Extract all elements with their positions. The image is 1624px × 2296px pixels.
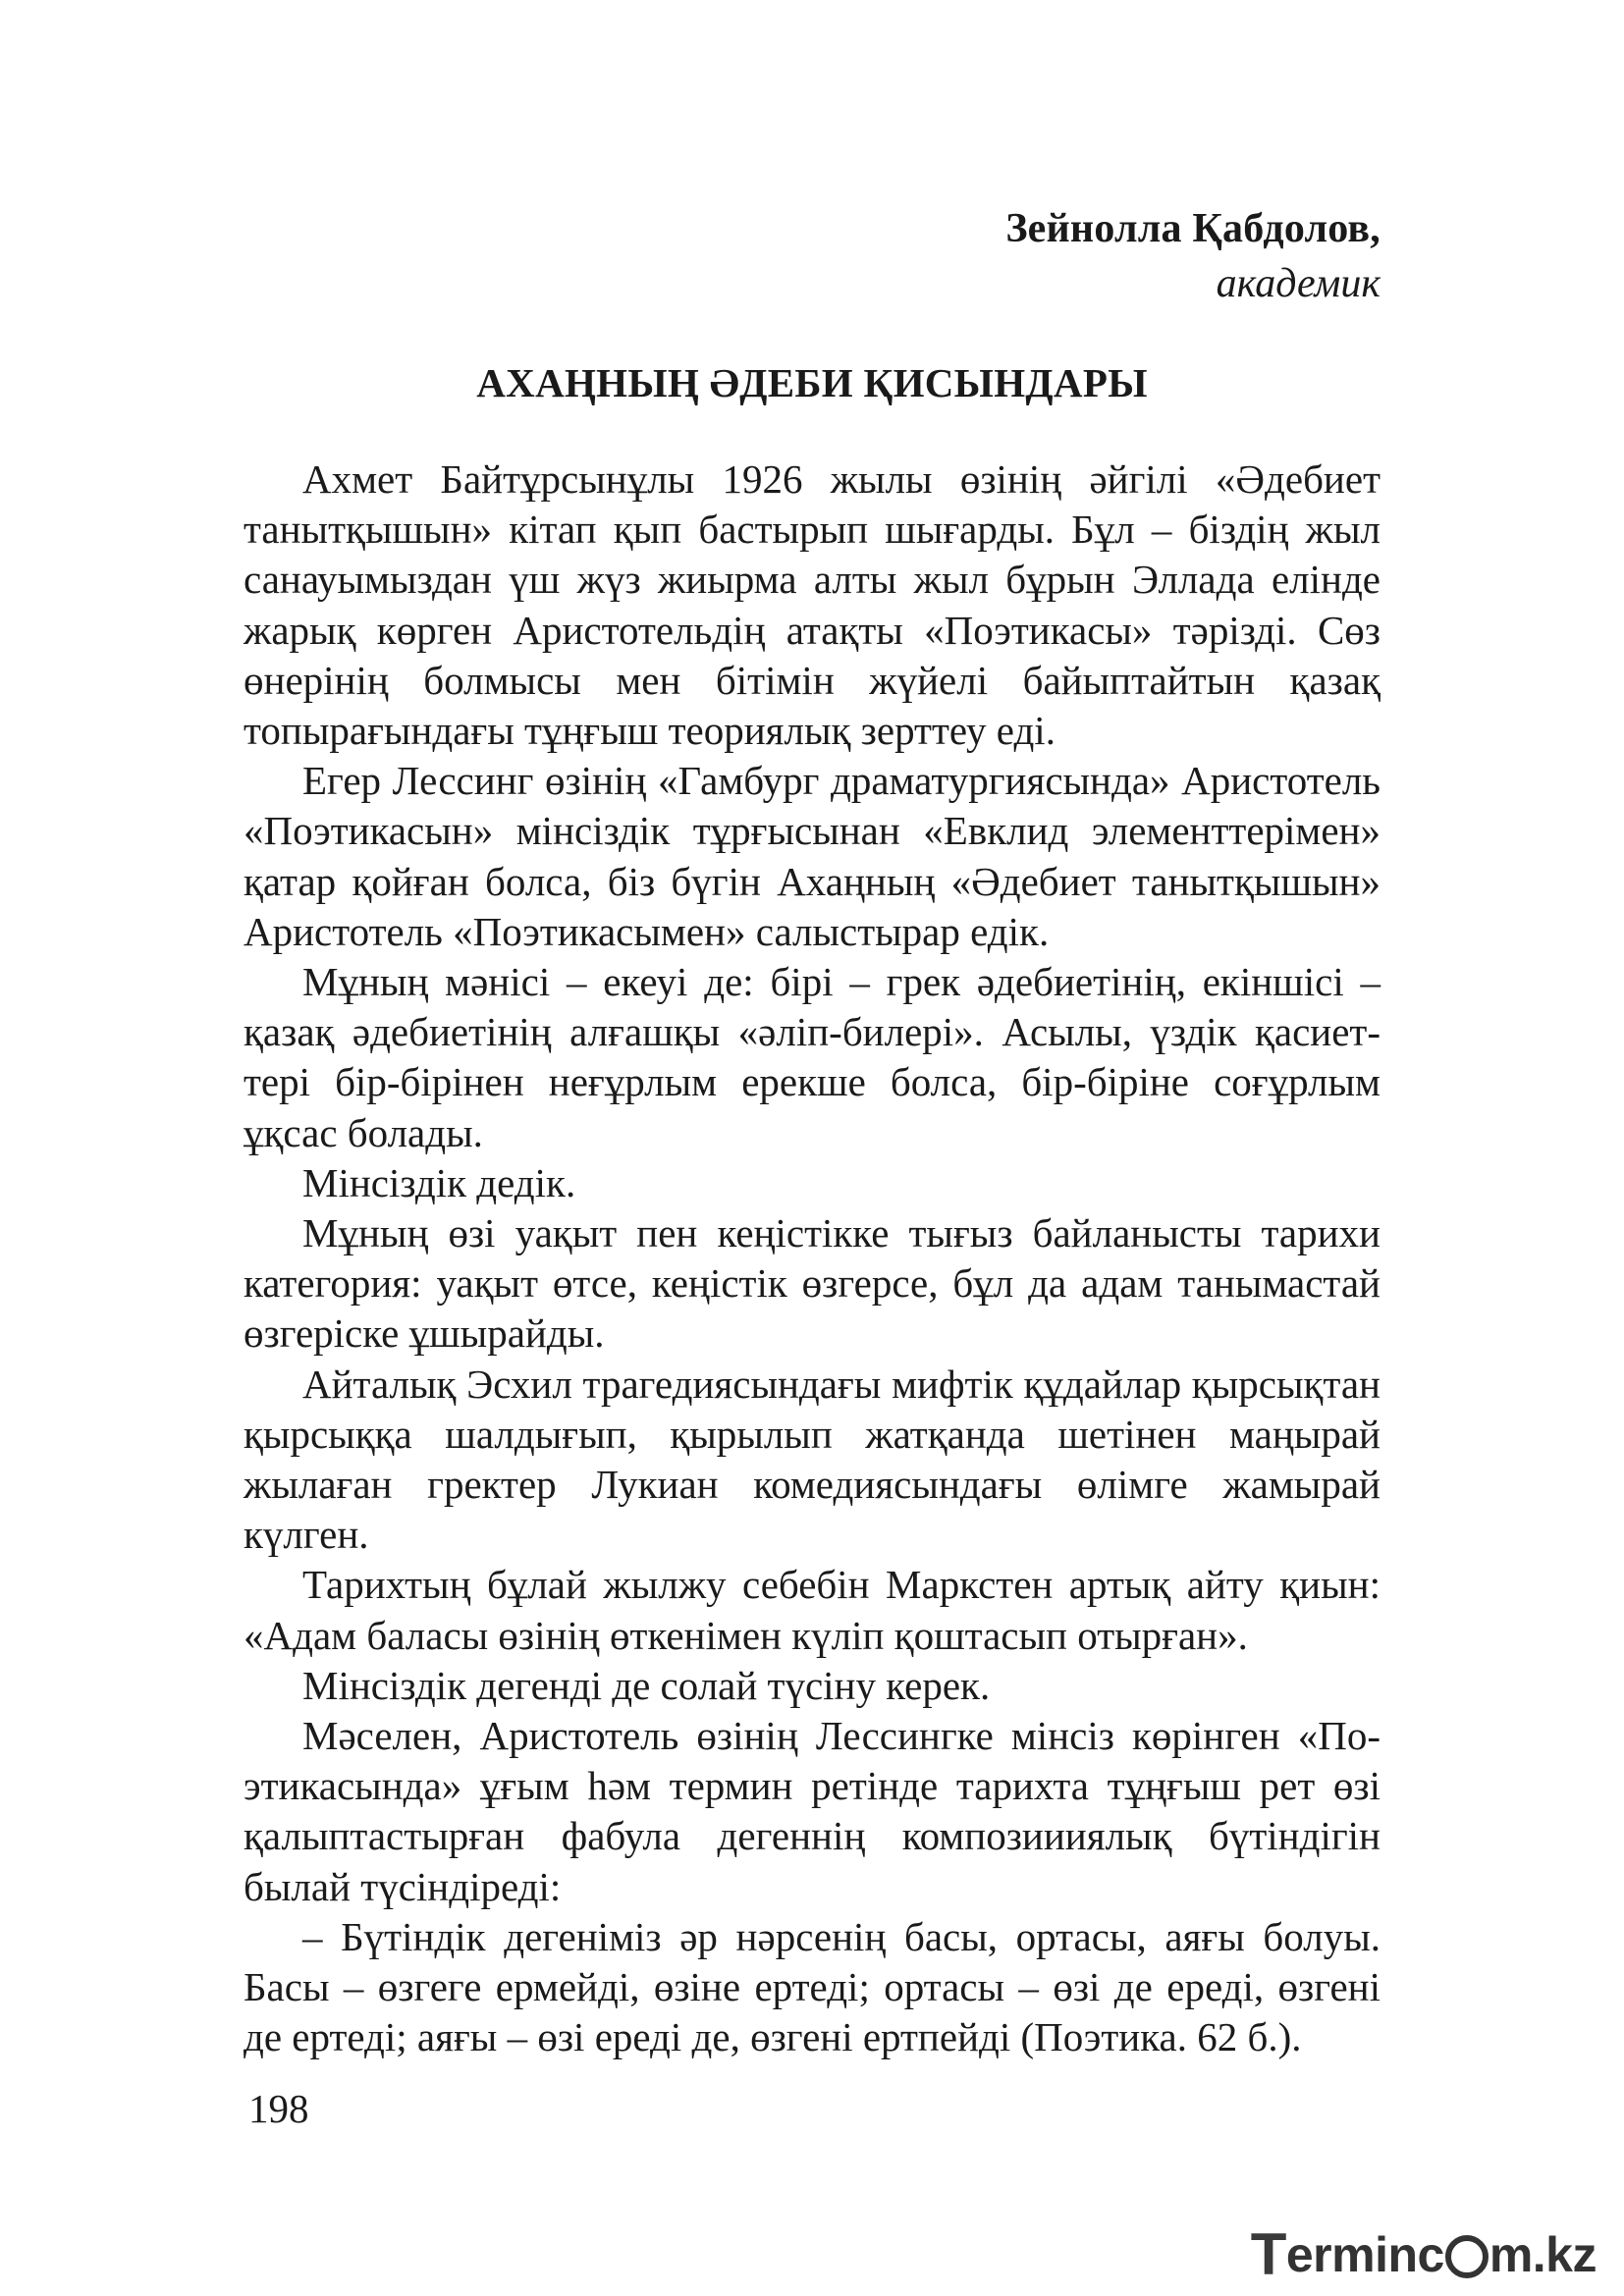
article-body <box>244 454 1380 2063</box>
paragraph: Мәселен, Аристотель өзінің Лессингке мінсіз көрінген «Поэтикасында» ұғым һәм термин ретінде тарихта тұңғыш рет өзі қалыптастырған фабула дегеннің композиииялық бүтіндігін былай түсіндіреді: <box>244 1713 1380 1909</box>
page-number: 198 <box>248 2086 309 2131</box>
article-title: АХАҢНЫҢ ӘДЕБИ ҚИСЫНДАРЫ <box>476 360 1148 405</box>
author-name: Зейнолла Қабдолов, <box>1005 206 1380 251</box>
paragraph: Мінсіздік дедік. <box>302 1159 576 1205</box>
paragraph: – Бүтіндік дегеніміз әр нәрсенің басы, ортасы, аяғы болуы. Басы – өзгеге ермейді, өзіне ертеді; ортасы – өзі де ереді, өзгені де ертеді; аяғы – өзі ереді де, өзгені ертпейді (Поэтика. 62 б.). <box>244 1913 1380 2060</box>
paragraph: Мұның мәнісі – екеуі де: бірі – грек әдебиетінің, екіншісі – қазақ әдебиетінің алғашқы «әліп-билері». Асылы, үздік қасиеттері бір-бірінен неғұрлым ерекше болса, бір-біріне соғұрлым ұқсас болады. <box>244 959 1380 1155</box>
paragraph: Мұның өзі уақыт пен кеңістікке тығыз байланысты тарихи категория: уақыт өтсе, кеңістік өзгерсе, бұл да адам танымастай өзгеріске ұшырайды. <box>244 1210 1380 1357</box>
author-block <box>1005 201 1380 311</box>
watermark-prefix: T <box>1250 2221 1286 2287</box>
magnifier-icon <box>1445 2235 1489 2278</box>
paragraph: Ахмет Байтұрсынұлы 1926 жылы өзінің әйгілі «Әдебиет танытқышын» кітап қып бастырып шығарды. Бұл – біздің жыл санауымыздан үш жүз жиырма алты жыл бұрын Эллада елінде жарық көрген Аристотельдің атақты «Поэтикасы» тәрізді. Сөз өнерінің болмысы мен бітімін жүйелі байыптайтын қазақ топырағындағы тұңғыш теориялық зерттеу еді. <box>244 456 1380 754</box>
paragraph: Тарихтың бұлай жылжу себебін Маркстен артық айту қиын: «Адам баласы өзінің өткенімен күліп қоштасып отырған». <box>244 1562 1380 1658</box>
watermark-middle: erminc <box>1285 2226 1444 2282</box>
paragraph: Егер Лессинг өзінің «Гамбург драматургиясында» Аристотель «Поэтикасын» мінсіздік тұрғысынан «Евклид элементтерімен» қатар қойған болса, біз бүгін Ахаңның «Әдебиет танытқышын» Аристотель «Поэтикасымен» салыстырар едік. <box>244 758 1380 954</box>
watermark-suffix: m.kz <box>1489 2226 1597 2282</box>
paragraph: Мінсіздік дегенді де солай түсіну керек. <box>302 1662 991 1708</box>
site-watermark <box>1251 2220 1597 2288</box>
paragraph: Айталық Эсхил трагедиясындағы мифтік құдайлар қырсықтан қырсыққа шалдығып, қырылып жатқанда шетінен маңырай жылаған гректер Лукиан комедиясындағы өлімге жамырай күлген. <box>244 1361 1380 1558</box>
author-role: академик <box>1216 261 1380 306</box>
